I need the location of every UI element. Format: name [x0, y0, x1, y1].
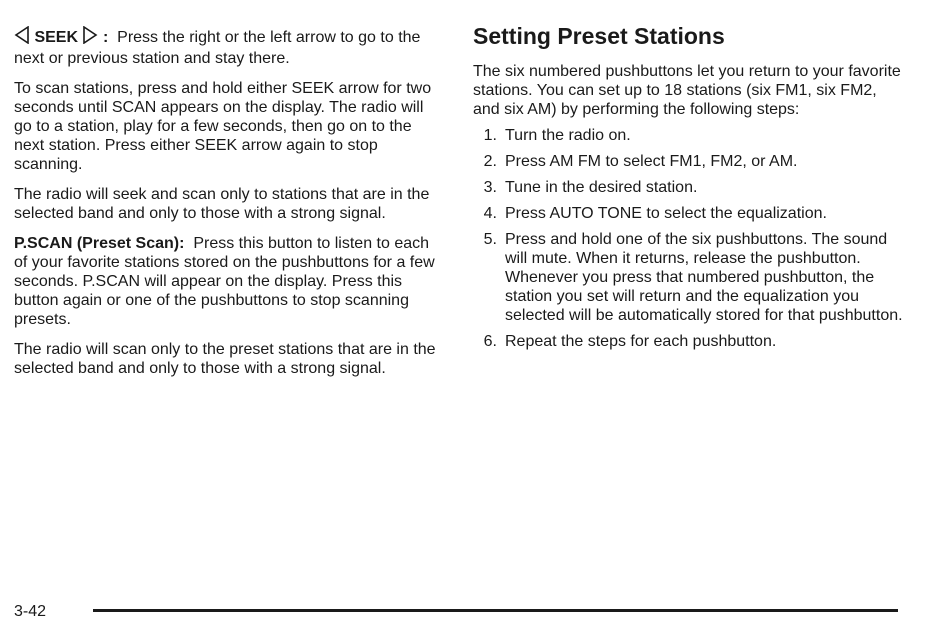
step-number: 5.	[483, 231, 497, 248]
scan-band-paragraph: The radio will seek and scan only to stations that are in the selected band and only to those with a strong signal.	[14, 186, 430, 222]
step-number: 6.	[483, 333, 497, 350]
seek-colon: :	[102, 29, 109, 46]
list-item	[473, 178, 903, 197]
list-item	[473, 230, 903, 325]
list-item	[473, 152, 903, 171]
seek-text: Press the right or the left arrow to go to	[117, 29, 394, 46]
preset-band-paragraph: The radio will scan only to the preset stations that are in the selected band and only to those with a strong signal.	[14, 341, 436, 377]
footer-rule	[93, 609, 898, 612]
page-number: 3-42	[14, 603, 47, 620]
step-text: Press AM FM to select FM1, FM2, or AM.	[505, 153, 798, 170]
step-text: Turn the radio on.	[505, 127, 631, 144]
step-number: 1.	[483, 127, 497, 144]
pscan-paragraph	[14, 234, 444, 329]
list-item	[473, 126, 903, 145]
intro-paragraph: The six numbered pushbuttons let you return to your favorite stations. You can set up to 18 stations (six FM1, six FM2, and six AM) by performing the following steps:	[473, 63, 901, 118]
step-text: Repeat the steps for each pushbutton.	[505, 333, 777, 350]
section-heading: Setting Preset Stations	[473, 23, 725, 49]
seek-text-cont: the next or previous station and stay there.	[14, 29, 421, 67]
seek-left-arrow-icon	[14, 26, 30, 49]
step-text: Press and hold one of the six pushbuttons. The sound will mute. When it returns, release the pushbutton. Whenever you press that numbered pushbutton, the station you set will return and the equalization you selected will be automatically stored for that pushbutton.	[505, 231, 903, 324]
pscan-label: P.SCAN (Preset Scan):	[14, 235, 185, 252]
seek-paragraph	[14, 26, 444, 68]
step-number: 4.	[483, 205, 497, 222]
list-item	[473, 204, 903, 223]
step-text: Press AUTO TONE to select the equalization.	[505, 205, 827, 222]
scan-paragraph: To scan stations, press and hold either SEEK arrow for two seconds until SCAN appears on the display. The radio will go to a station, play for a few seconds, then go on to the next station. Press either SEEK arrow again to stop scanning.	[14, 80, 432, 173]
list-item	[473, 332, 903, 351]
right-column	[473, 22, 903, 358]
step-text: Tune in the desired station.	[505, 179, 698, 196]
seek-right-arrow-icon	[82, 26, 98, 49]
step-number: 3.	[483, 179, 497, 196]
seek-label: SEEK	[34, 29, 79, 46]
left-column	[14, 26, 444, 389]
step-number: 2.	[483, 153, 497, 170]
pscan-text: Press this button to listen to each of your favorite stations stored on the pushbuttons for a few seconds. P.SCAN will appear on the display. Press this button again or one of the pushbuttons to stop scanning presets.	[14, 235, 435, 328]
steps-list	[473, 126, 903, 351]
